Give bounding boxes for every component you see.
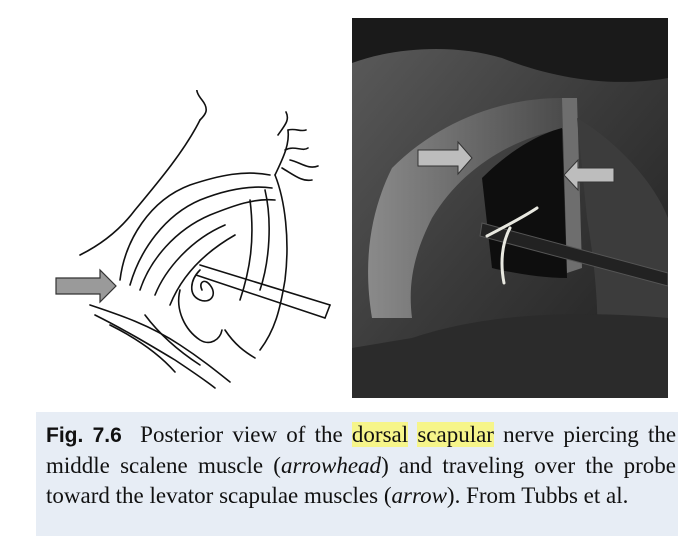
figure-caption: [46, 420, 676, 511]
figure-label: Fig. 7.6: [46, 424, 122, 447]
caption-space: [408, 422, 417, 447]
caption-text: Posterior view of the: [140, 422, 352, 447]
caption-italic: arrow: [391, 483, 447, 508]
highlighted-term: scapular: [417, 422, 494, 447]
highlighted-term: dorsal: [351, 422, 409, 447]
anatomical-line-drawing: [50, 90, 340, 390]
caption-text: nerve piercing the middle scalene muscle (: [46, 422, 677, 478]
dissection-photograph: [352, 18, 668, 398]
caption-text: ). From Tubbs et al.: [446, 483, 629, 508]
caption-text: ) and traveling over the probe toward the levator scapulae muscles (: [46, 453, 676, 508]
arrowhead-marker: [56, 270, 116, 302]
caption-italic: arrowhead: [280, 453, 382, 478]
